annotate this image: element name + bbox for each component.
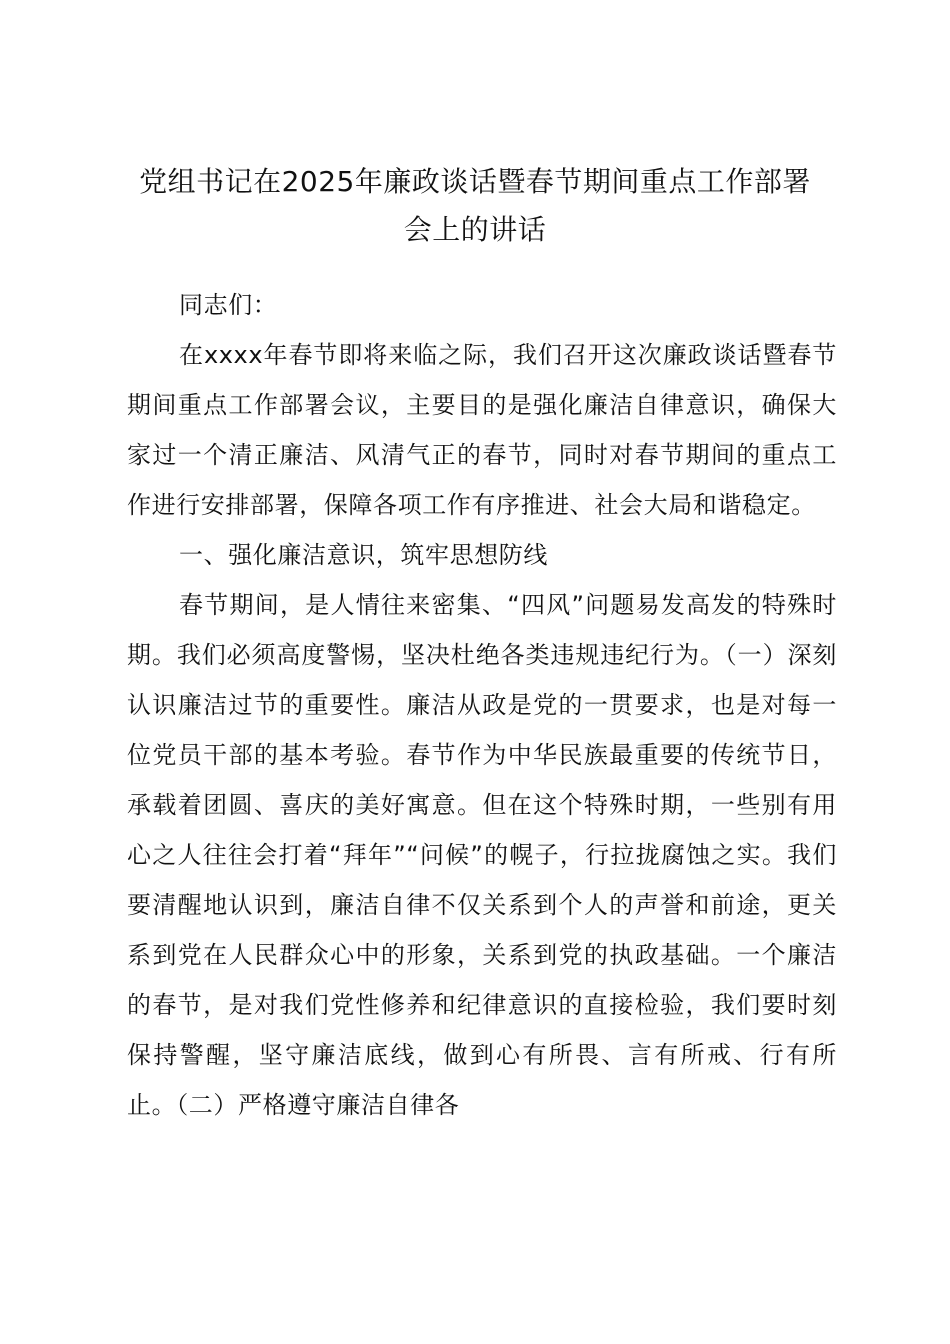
document-body [127,280,837,1130]
paragraph-section-1: 春节期间，是人情往来密集、“四风”问题易发高发的特殊时期。我们必须高度警惕，坚决杜绝各类违规违纪行为。（一）深刻认识廉洁过节的重要性。廉洁从政是党的一贯要求，也是对每一位党员干部的基本考验。春节作为中华民族最重要的传统节日，承载着团圆、喜庆的美好寓意。但在这个特殊时期，一些别有用心之人往往会打着“拜年”“问候”的幌子，行拉拢腐蚀之实。我们要清醒地认识到，廉洁自律不仅关系到个人的声誉和前途，更关系到党在人民群众心中的形象，关系到党的执政基础。一个廉洁的春节，是对我们党性修养和纪律意识的直接检验，我们要时刻保持警醒，坚守廉洁底线，做到心有所畏、言有所戒、行有所止。（二）严格遵守廉洁自律各 [127,591,837,1119]
section-heading-1: 一、强化廉洁意识，筑牢思想防线 [179,541,548,569]
title-line-1: 党组书记在2025年廉政谈话暨春节期间重点工作部署 [139,165,811,198]
title-line-2: 会上的讲话 [403,213,547,246]
greeting: 同志们： [179,291,278,319]
document-title [100,158,850,254]
paragraph-intro: 在xxxx年春节即将来临之际，我们召开这次廉政谈话暨春节期间重点工作部署会议，主要目的是强化廉洁自律意识，确保大家过一个清正廉洁、风清气正的春节，同时对春节期间的重点工作进行安排部署，保障各项工作有序推进、社会大局和谐稳定。 [127,341,837,519]
